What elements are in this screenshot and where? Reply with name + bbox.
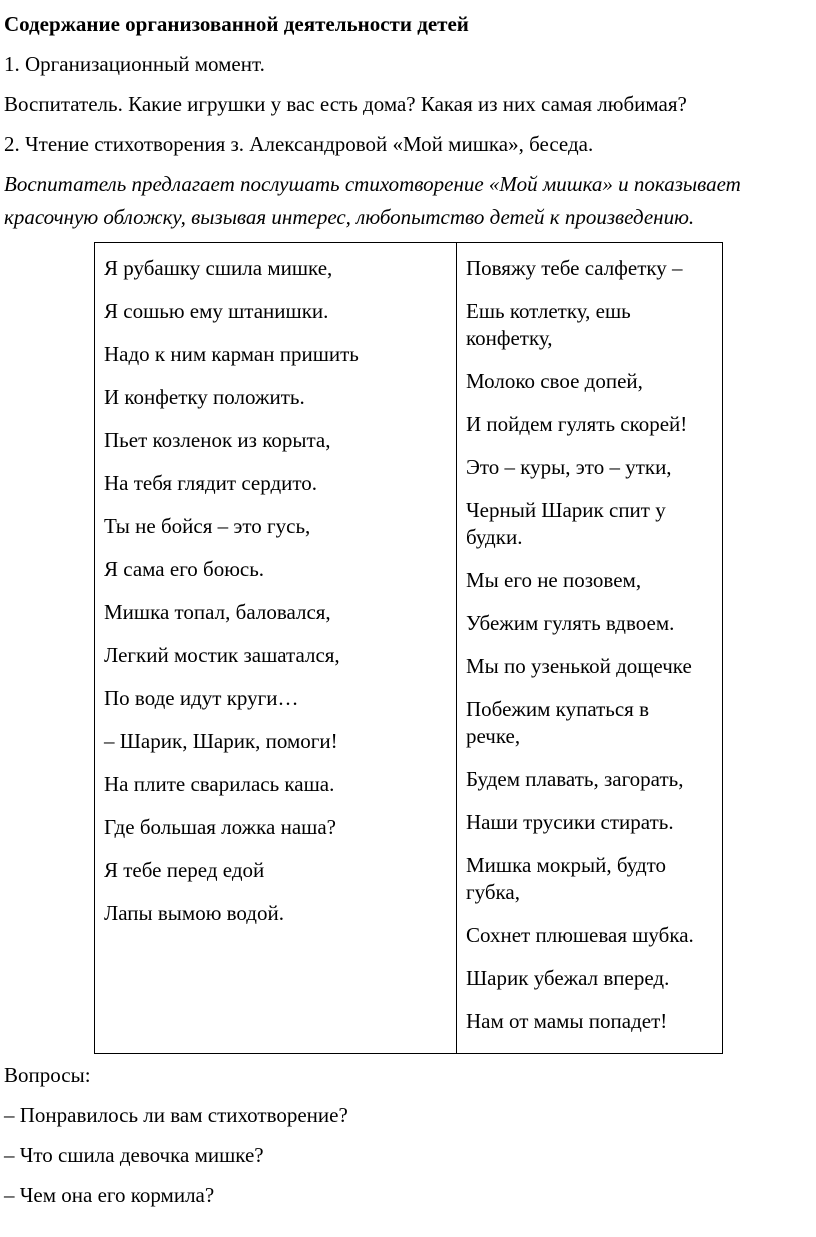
poem-line: Где большая ложка наша? bbox=[104, 815, 336, 839]
poem-line: Повяжу тебе салфетку – bbox=[466, 256, 683, 280]
poem-line: Лапы вымою водой. bbox=[104, 901, 284, 925]
poem-line: Шарик убежал вперед. bbox=[466, 966, 670, 990]
poem-line: Я рубашку сшила мишке, bbox=[104, 256, 333, 280]
question-item: – Что сшила девочка мишке? bbox=[4, 1143, 264, 1167]
questions-list bbox=[4, 1099, 776, 1212]
poem-line: Мы его не позовем, bbox=[466, 568, 642, 592]
poem-line: На тебя глядит сердито. bbox=[104, 471, 318, 495]
poem-line: И пойдем гулять скорей! bbox=[466, 412, 688, 436]
poem-line: Это – куры, это – утки, bbox=[466, 455, 672, 479]
question-item: – Понравилось ли вам стихотворение? bbox=[4, 1103, 348, 1127]
poem-line: Будем плавать, загорать, bbox=[466, 767, 684, 791]
paragraph-reading-step: 2. Чтение стихотворения з. Александровой «Мой мишка», беседа. bbox=[4, 132, 594, 156]
poem-table bbox=[94, 242, 723, 1054]
poem-line: Молоко свое допей, bbox=[466, 369, 643, 393]
poem-line: И конфетку положить. bbox=[104, 385, 305, 409]
poem-line: Мы по узенькой дощечке bbox=[466, 654, 692, 678]
paragraph-org-moment: 1. Организационный момент. bbox=[4, 52, 265, 76]
poem-line: Убежим гулять вдвоем. bbox=[466, 611, 675, 635]
paragraph-teacher-question: Воспитатель. Какие игрушки у вас есть дома? Какая из них самая любимая? bbox=[4, 92, 687, 116]
poem-line: На плите сварилась каша. bbox=[104, 772, 335, 796]
poem-column-left bbox=[95, 243, 457, 1054]
question-item: – Чем она его кормила? bbox=[4, 1183, 215, 1207]
poem-line: Я сама его боюсь. bbox=[104, 557, 265, 581]
poem-line: Ты не бойся – это гусь, bbox=[104, 514, 311, 538]
poem-line: Надо к ним карман пришить bbox=[104, 342, 359, 366]
poem-line: Я сошью ему штанишки. bbox=[104, 299, 329, 323]
poem-line: Я тебе перед едой bbox=[104, 858, 265, 882]
poem-line: Легкий мостик зашатался, bbox=[104, 643, 340, 667]
poem-line: Мишка мокрый, будто губка, bbox=[466, 853, 667, 904]
poem-table-row bbox=[95, 243, 723, 1054]
poem-line: Черный Шарик спит у будки. bbox=[466, 498, 666, 549]
poem-line: Нам от мамы попадет! bbox=[466, 1009, 668, 1033]
questions-heading: Вопросы: bbox=[4, 1063, 91, 1087]
poem-line: Мишка топал, баловался, bbox=[104, 600, 331, 624]
poem-line: Побежим купаться в речке, bbox=[466, 697, 650, 748]
poem-line: Пьет козленок из корыта, bbox=[104, 428, 331, 452]
poem-line: Ешь котлетку, ешь конфетку, bbox=[466, 299, 631, 350]
poem-line: Сохнет плюшевая шубка. bbox=[466, 923, 694, 947]
poem-line: – Шарик, Шарик, помоги! bbox=[104, 729, 338, 753]
paragraph-narration-note: Воспитатель предлагает послушать стихотворение «Мой мишка» и показывает красочную обложку, вызывая интерес, любопытство детей к произведению. bbox=[4, 172, 741, 229]
poem-line: По воде идут круги… bbox=[104, 686, 299, 710]
document-title: Содержание организованной деятельности детей bbox=[4, 12, 469, 36]
poem-column-right bbox=[457, 243, 723, 1054]
poem-line: Наши трусики стирать. bbox=[466, 810, 674, 834]
